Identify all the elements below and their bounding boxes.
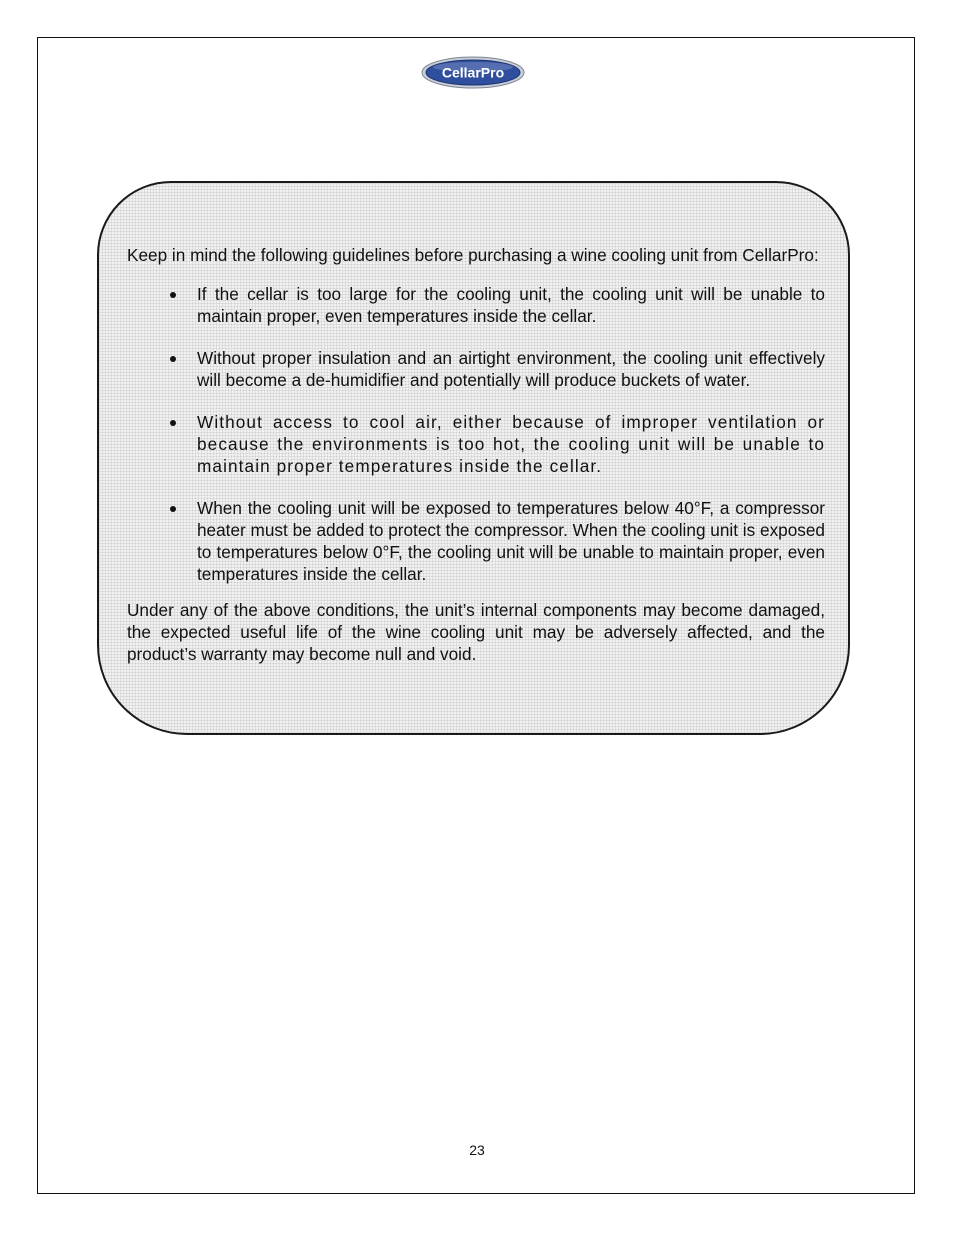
list-item-text: Without access to cool air, either because of improper ventilation or because the environments is too hot, the cooling unit will be unable to maintain proper temperatures inside the cellar. — [197, 412, 825, 476]
intro-paragraph: Keep in mind the following guidelines before purchasing a wine cooling unit from CellarPro: — [127, 245, 819, 265]
guidelines-list — [127, 283, 825, 585]
cellarpro-logo — [421, 56, 525, 89]
svg-text:CellarPro: CellarPro — [441, 64, 505, 81]
guidelines-callout — [97, 181, 850, 735]
list-item — [127, 347, 825, 391]
list-item — [127, 411, 825, 477]
list-item-text: When the cooling unit will be exposed to temperatures below 40°F, a compressor heater must be added to protect the compressor. When the cooling unit is exposed to temperatures below 0°F, the cooling unit will be unable to maintain proper, even temperatures inside the cellar. — [197, 498, 825, 584]
list-item — [127, 497, 825, 585]
bullet-icon — [170, 356, 176, 362]
list-item-text: If the cellar is too large for the cooling unit, the cooling unit will be unable to maintain proper, even temperatures inside the cellar. — [197, 284, 825, 326]
list-item — [127, 283, 825, 327]
callout-content — [127, 244, 825, 665]
conclusion-paragraph: Under any of the above conditions, the unit’s internal components may become damaged, the expected useful life of the wine cooling unit may be adversely affected, and the product’s warranty may become null and void. — [127, 600, 825, 664]
list-item-text: Without proper insulation and an airtight environment, the cooling unit effectively will become a de-humidifier and potentially will produce buckets of water. — [197, 348, 825, 390]
page-number: 23 — [469, 1142, 485, 1158]
bullet-icon — [170, 506, 176, 512]
bullet-icon — [170, 292, 176, 298]
bullet-icon — [170, 420, 176, 426]
